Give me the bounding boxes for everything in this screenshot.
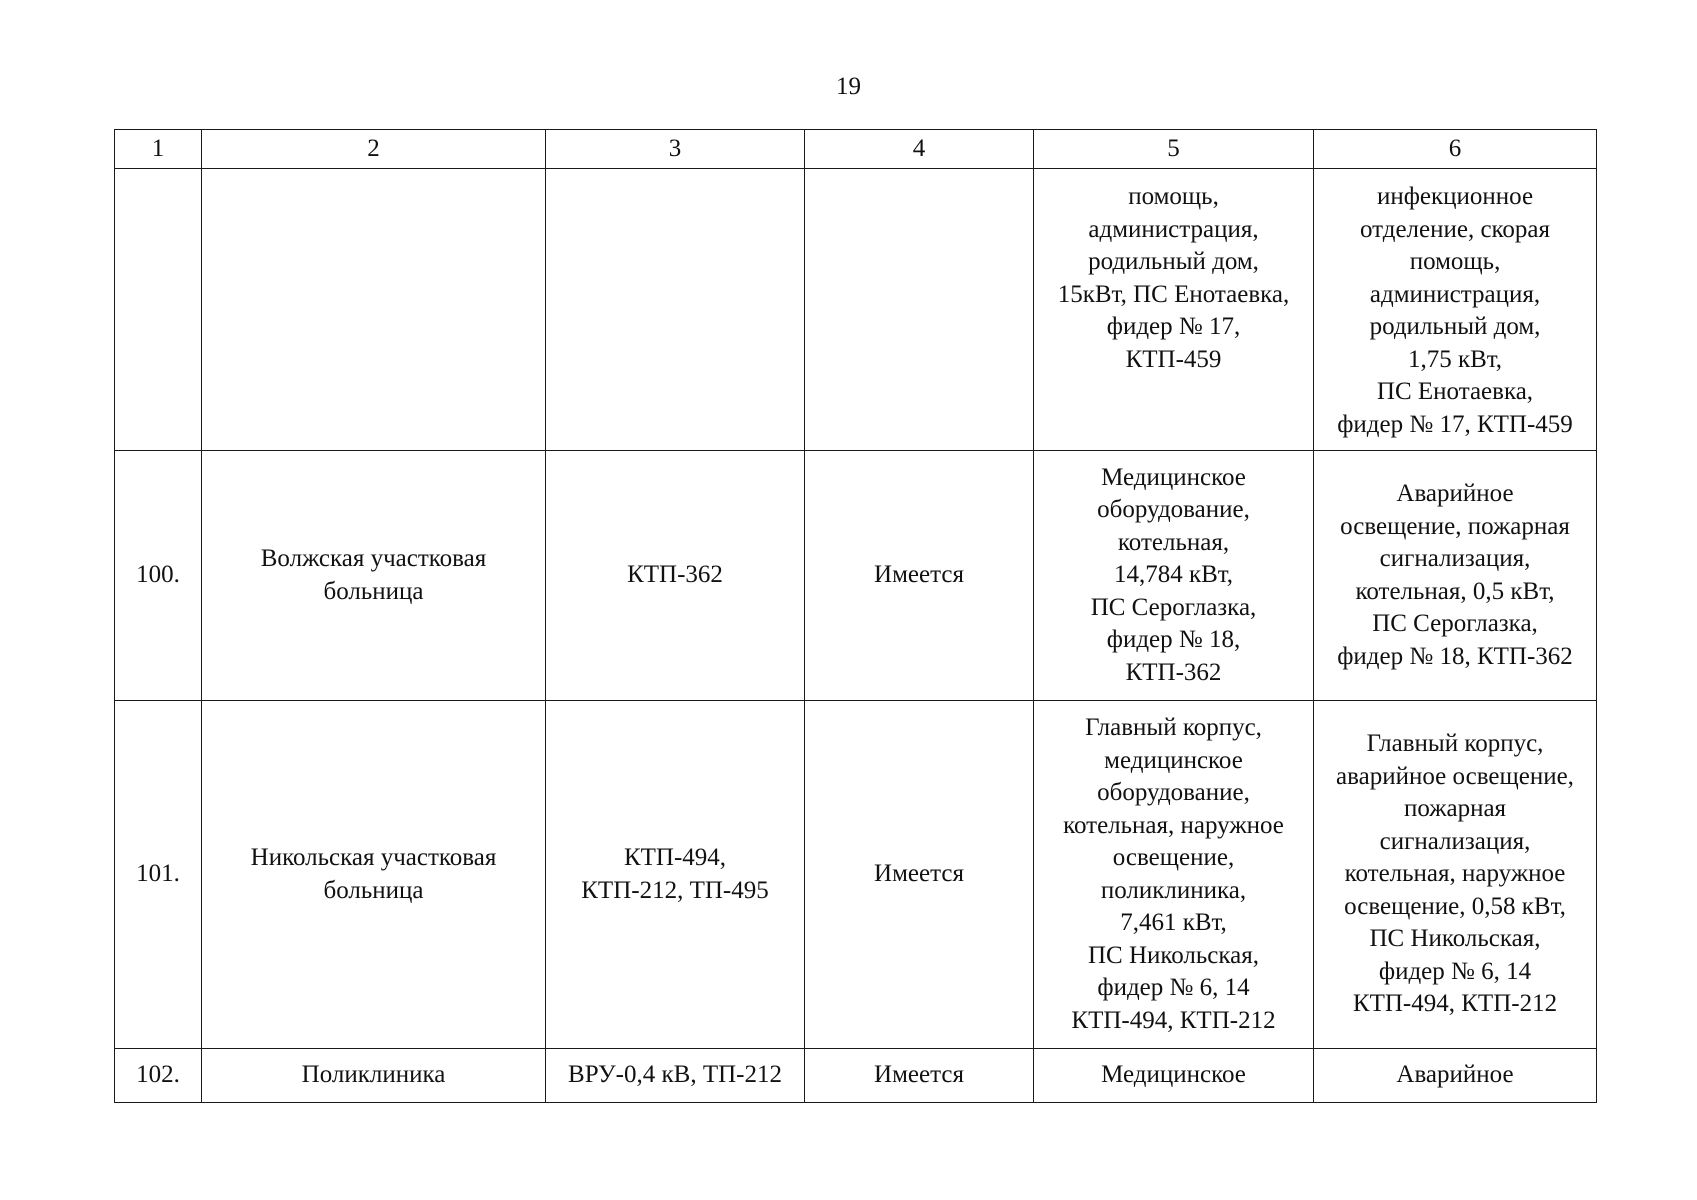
cell-line: 1,75 кВт, [1407, 345, 1503, 373]
cell-availability: Имеется [805, 701, 1034, 1049]
table-row [115, 169, 1597, 451]
cell-line: ПС Енотаевка, [1376, 378, 1534, 405]
cell-line: медицинское [1104, 746, 1243, 774]
cell-line: котельная, наружное [1344, 860, 1566, 888]
cell-line: отделение, скорая [1359, 215, 1551, 243]
cell-line: ПС Сероглазка, [1372, 610, 1538, 637]
cell-backup-consumers [1314, 1049, 1597, 1103]
cell-line: ПС Никольская, [1369, 925, 1541, 953]
cell-line: ПС Сероглазка, [1090, 593, 1257, 621]
cell-line: ВРУ-0,4 кВ, ТП-212 [568, 1061, 782, 1089]
column-header-1: 1 [115, 130, 202, 169]
cell-line: администрация, [1088, 215, 1259, 243]
cell-line: КТП-362 [627, 561, 723, 589]
cell-line: поликлиника, [1100, 876, 1247, 904]
cell-backup-consumers [1314, 169, 1597, 451]
cell-number [115, 169, 202, 451]
cell-line: ПС Никольская, [1087, 941, 1260, 969]
cell-line: родильный дом, [1369, 313, 1541, 340]
cell-line: КТП-212, ТП-495 [581, 876, 769, 904]
cell-line: освещение, 0,58 кВт, [1344, 892, 1566, 920]
cell-line: больница [323, 876, 424, 904]
cell-line: пожарная [1403, 795, 1507, 823]
cell-line: фидер № 17, [1106, 313, 1241, 340]
cell-backup-consumers [1314, 451, 1597, 701]
cell-line: родильный дом, [1088, 248, 1259, 275]
cell-line: оборудование, [1097, 496, 1250, 524]
data-table [114, 129, 1597, 1103]
cell-number: 101. [115, 701, 202, 1049]
cell-line: КТП-362 [1125, 658, 1222, 686]
cell-line: администрация, [1369, 280, 1541, 308]
cell-line: помощь, [1128, 183, 1219, 210]
cell-line: освещение, пожарная [1340, 512, 1570, 540]
cell-line: котельная, наружное [1063, 811, 1284, 839]
cell-line: Поликлиника [301, 1061, 446, 1089]
page-number: 19 [836, 73, 861, 100]
cell-line: Волжская участковая [260, 545, 487, 572]
cell-line: 7,461 кВт, [1120, 909, 1227, 936]
cell-line: КТП-494, КТП-212 [1352, 990, 1558, 1018]
cell-line: фидер № 6, 14 [1097, 974, 1250, 1001]
cell-availability [805, 169, 1034, 451]
cell-availability: Имеется [805, 1049, 1034, 1103]
cell-facility [202, 701, 546, 1049]
cell-line: фидер № 6, 14 [1378, 957, 1532, 985]
cell-line: инфекционное [1376, 183, 1534, 210]
cell-facility [202, 169, 546, 451]
cell-line: сигнализация, [1379, 827, 1531, 855]
cell-line: 14,784 кВт, [1113, 561, 1234, 589]
cell-consumers [1034, 169, 1314, 451]
cell-facility [202, 1049, 546, 1103]
cell-line: КТП-494, [623, 844, 727, 871]
cell-line: КТП-459 [1125, 345, 1222, 373]
cell-line: 15кВт, ПС Енотаевка, [1057, 280, 1290, 308]
column-header-4: 4 [805, 130, 1034, 169]
cell-power-source [546, 451, 805, 701]
cell-line: Никольская участковая [250, 844, 497, 871]
cell-power-source [546, 1049, 805, 1103]
cell-power-source [546, 701, 805, 1049]
cell-facility [202, 451, 546, 701]
cell-line: фидер № 18, КТП-362 [1337, 642, 1573, 670]
table-row [115, 1049, 1597, 1103]
column-header-6: 6 [1314, 130, 1597, 169]
cell-line: Аварийное [1396, 480, 1514, 507]
cell-line: Главный корпус, [1366, 730, 1544, 758]
cell-line: освещение, [1112, 844, 1235, 871]
cell-line: аварийное освещение, [1336, 762, 1574, 790]
cell-number: 100. [115, 451, 202, 701]
cell-line: котельная, [1117, 528, 1230, 556]
cell-line: Медицинское [1101, 463, 1246, 491]
cell-power-source [546, 169, 805, 451]
cell-line: сигнализация, [1379, 545, 1531, 572]
cell-line: оборудование, [1097, 779, 1250, 806]
cell-line: котельная, 0,5 кВт, [1355, 577, 1555, 605]
cell-backup-consumers [1314, 701, 1597, 1049]
column-header-5: 5 [1034, 130, 1314, 169]
cell-consumers [1034, 701, 1314, 1049]
cell-line: Аварийное [1396, 1061, 1514, 1089]
cell-consumers [1034, 451, 1314, 701]
cell-line: Медицинское [1101, 1061, 1246, 1089]
cell-line: КТП-494, КТП-212 [1071, 1006, 1276, 1034]
cell-line: помощь, [1409, 248, 1501, 275]
column-header-3: 3 [546, 130, 805, 169]
column-header-2: 2 [202, 130, 546, 169]
table-row [115, 451, 1597, 701]
cell-line: больница [323, 577, 424, 605]
cell-line: Главный корпус, [1085, 714, 1262, 741]
cell-line: фидер № 18, [1106, 626, 1241, 654]
cell-consumers [1034, 1049, 1314, 1103]
table-row [115, 701, 1597, 1049]
cell-availability: Имеется [805, 451, 1034, 701]
cell-number: 102. [115, 1049, 202, 1103]
table-header-row [115, 130, 1597, 169]
cell-line: фидер № 17, КТП-459 [1337, 410, 1573, 438]
